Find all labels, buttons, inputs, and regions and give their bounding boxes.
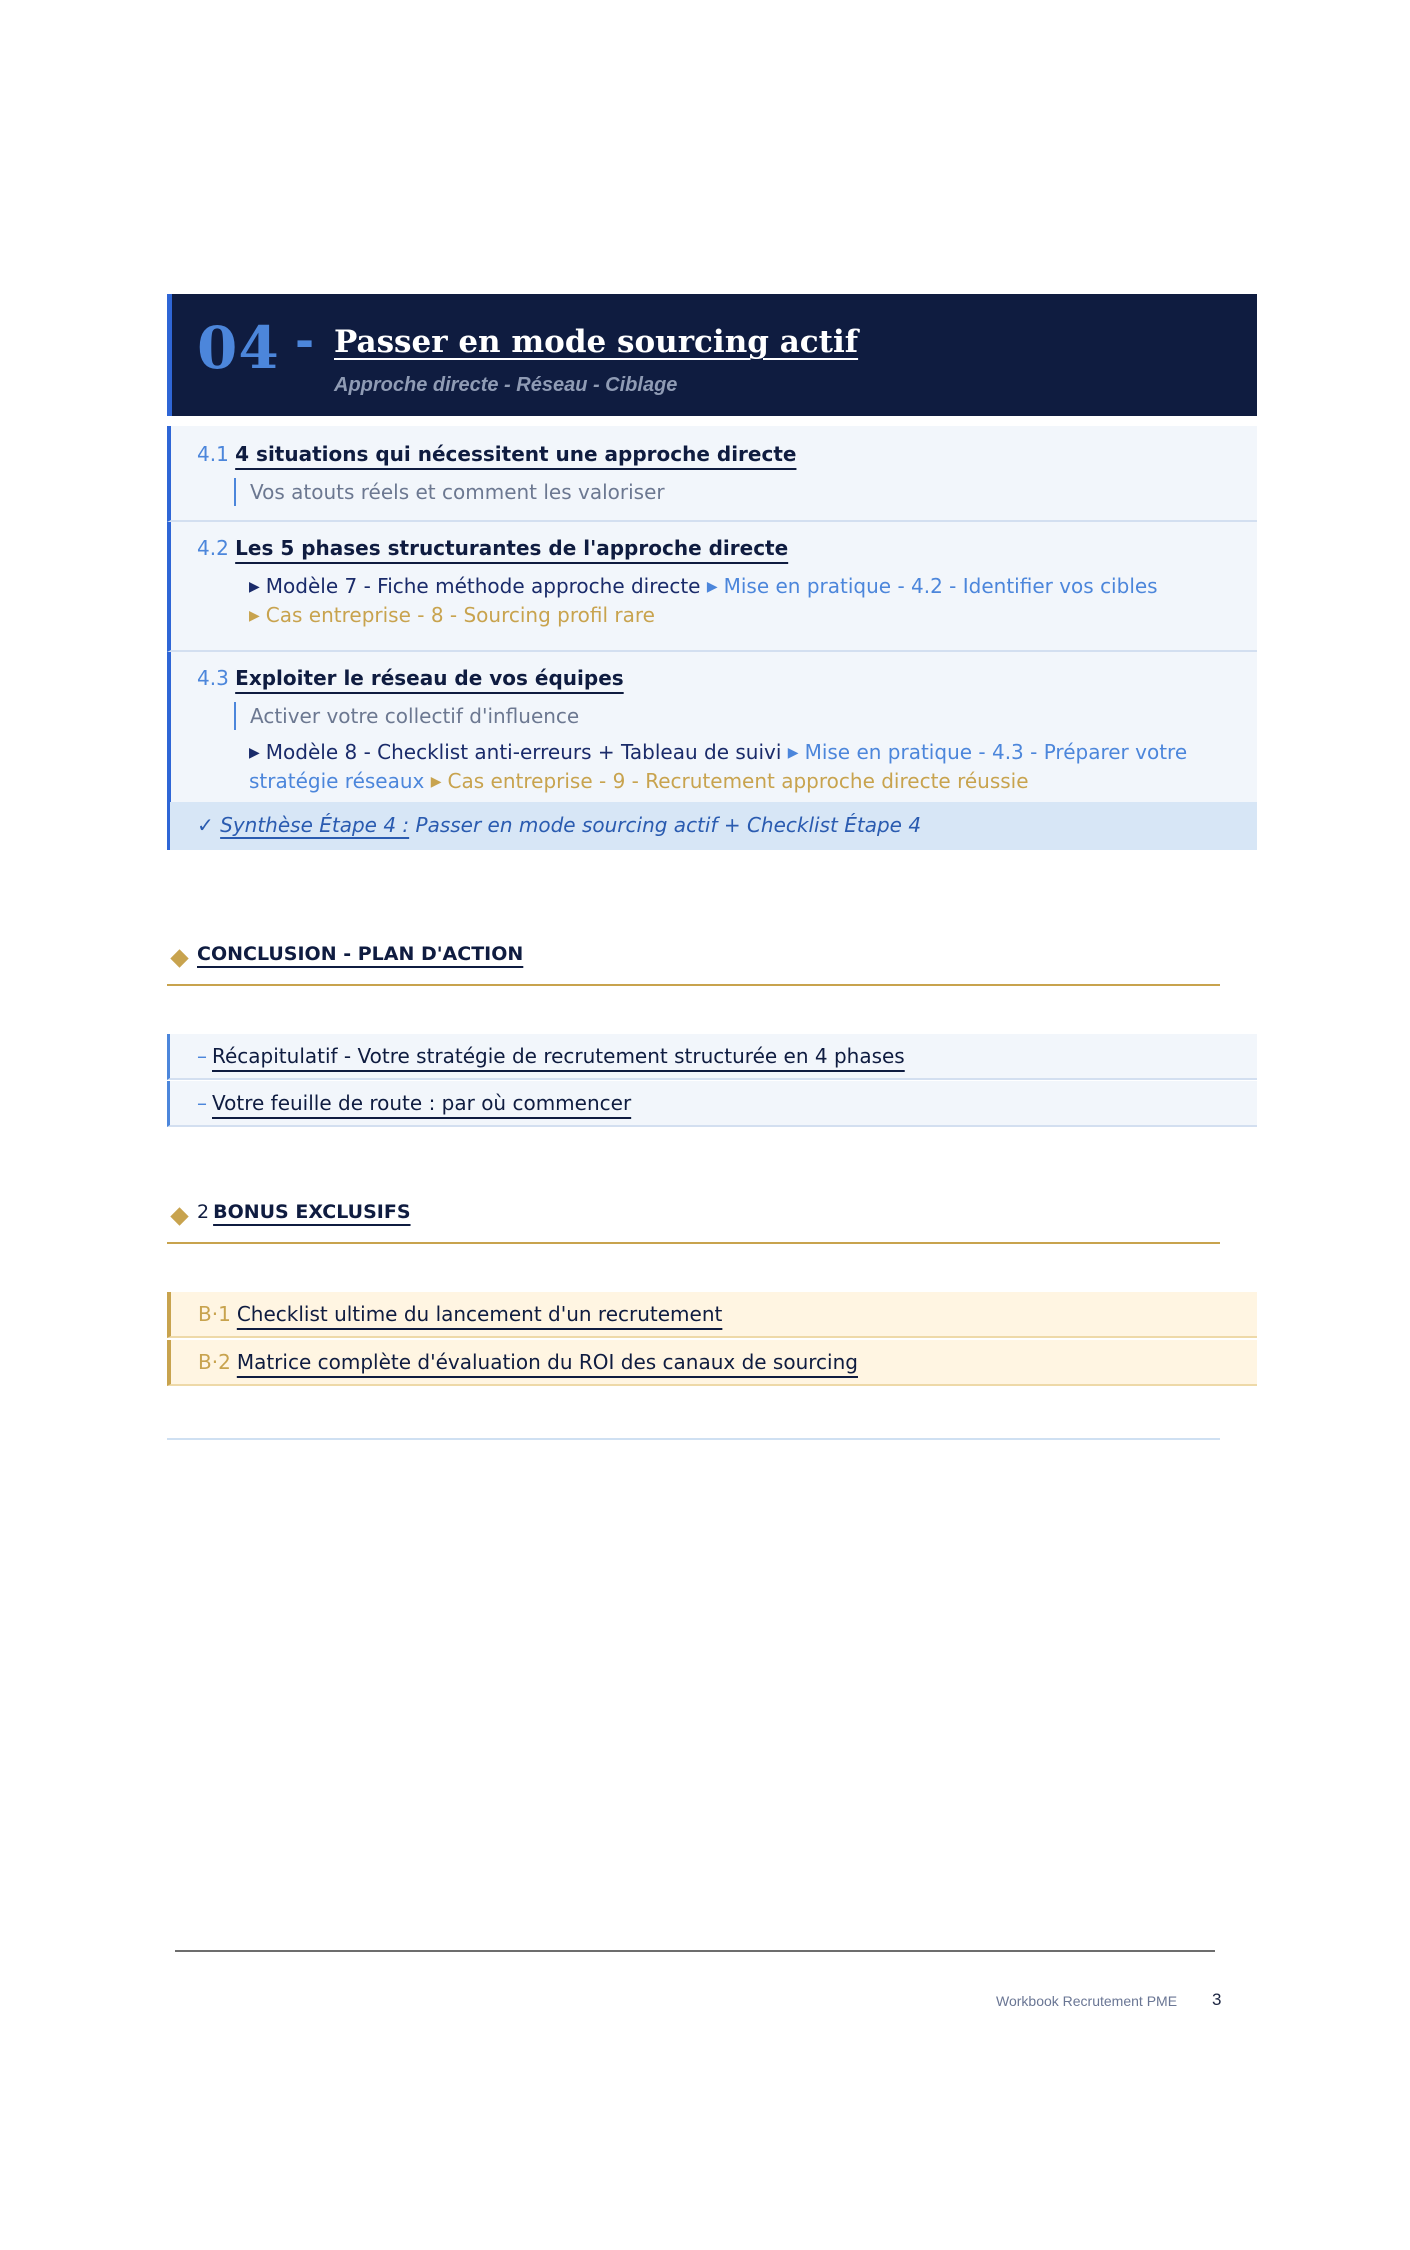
practice-link[interactable]: ▶ Mise en pratique - 4.3 - Préparer votre stratégie réseaux bbox=[249, 740, 1188, 793]
footer-title: Workbook Recrutement PME bbox=[996, 1993, 1178, 2009]
chapter-subtitle: Approche directe - Réseau - Ciblage bbox=[334, 374, 678, 396]
bonus-item-link[interactable]: Checklist ultime du lancement d'un recrutement bbox=[236, 1302, 723, 1326]
synthesis-row[interactable] bbox=[167, 802, 1257, 850]
section-title-link[interactable]: Exploiter le réseau de vos équipes bbox=[235, 666, 624, 690]
section-4-1 bbox=[167, 426, 1257, 522]
bonus-number: B·2 bbox=[198, 1350, 231, 1374]
triangle-icon: ▶ bbox=[787, 745, 799, 761]
dash-icon: – bbox=[197, 1091, 207, 1115]
triangle-icon: ▶ bbox=[249, 579, 260, 595]
diamond-icon bbox=[170, 949, 188, 967]
dash-icon: – bbox=[197, 1044, 207, 1068]
section-heading bbox=[197, 442, 796, 466]
triangle-icon: ▶ bbox=[249, 745, 260, 761]
section-number: 4.3 bbox=[197, 666, 229, 690]
page-number: 3 bbox=[1212, 1990, 1222, 2009]
section-4-3 bbox=[167, 652, 1257, 816]
chapter-number: 04 bbox=[197, 314, 280, 382]
conclusion-heading-link[interactable]: CONCLUSION - PLAN D'ACTION bbox=[197, 943, 524, 965]
bonus-count: 2 bbox=[197, 1201, 210, 1223]
model-link[interactable]: ▶ Modèle 8 - Checklist anti-erreurs + Tableau de suivi bbox=[249, 740, 782, 764]
section-number: 4.2 bbox=[197, 536, 229, 560]
case-link[interactable]: ▶ Cas entreprise - 9 - Recrutement approche directe réussie bbox=[430, 769, 1029, 793]
triangle-icon: ▶ bbox=[706, 579, 718, 595]
conclusion-heading bbox=[167, 943, 1220, 986]
triangle-icon: ▶ bbox=[430, 774, 442, 790]
section-title-link[interactable]: Les 5 phases structurantes de l'approche directe bbox=[235, 536, 789, 560]
chapter-dash: - bbox=[295, 314, 315, 368]
section-number: 4.1 bbox=[197, 442, 229, 466]
section-heading bbox=[197, 666, 624, 690]
bonus-number: B·1 bbox=[198, 1302, 231, 1326]
section-4-2 bbox=[167, 522, 1257, 652]
section-note: Vos atouts réels et comment les valoriser bbox=[234, 478, 665, 506]
section-title-link[interactable]: 4 situations qui nécessitent une approche directe bbox=[235, 442, 797, 466]
conclusion-item-link[interactable]: Votre feuille de route : par où commencer bbox=[212, 1091, 632, 1115]
bonus-item-link[interactable]: Matrice complète d'évaluation du ROI des canaux de sourcing bbox=[236, 1350, 858, 1374]
bonus-heading-link[interactable]: 2 BONUS EXCLUSIFS bbox=[197, 1201, 411, 1223]
section-heading bbox=[197, 536, 788, 560]
chapter-title-link[interactable]: Passer en mode sourcing actif bbox=[334, 324, 859, 360]
synthesis-text: Passer en mode sourcing actif + Checklist Étape 4 bbox=[415, 813, 922, 837]
footer-rule bbox=[175, 1950, 1215, 1952]
section-divider bbox=[167, 1438, 1220, 1440]
bonus-item[interactable] bbox=[167, 1292, 1257, 1338]
conclusion-item[interactable] bbox=[167, 1034, 1257, 1080]
chapter-header bbox=[167, 294, 1257, 416]
section-note: Activer votre collectif d'influence bbox=[234, 702, 579, 730]
conclusion-item-link[interactable]: Récapitulatif - Votre stratégie de recrutement structurée en 4 phases bbox=[212, 1044, 905, 1068]
model-link[interactable]: ▶ Modèle 7 - Fiche méthode approche directe bbox=[249, 574, 701, 598]
triangle-icon: ▶ bbox=[249, 608, 260, 624]
conclusion-item[interactable] bbox=[167, 1081, 1257, 1127]
bonus-heading bbox=[167, 1201, 1220, 1244]
section-links bbox=[249, 738, 1209, 796]
section-links bbox=[249, 572, 1209, 630]
bonus-item[interactable] bbox=[167, 1340, 1257, 1386]
diamond-icon bbox=[170, 1207, 188, 1225]
check-icon: ✓ bbox=[197, 813, 214, 837]
practice-link[interactable]: ▶ Mise en pratique - 4.2 - Identifier vos cibles bbox=[706, 574, 1158, 598]
case-link[interactable]: ▶ Cas entreprise - 8 - Sourcing profil rare bbox=[249, 603, 655, 627]
synthesis-label[interactable]: Synthèse Étape 4 : bbox=[220, 813, 410, 837]
